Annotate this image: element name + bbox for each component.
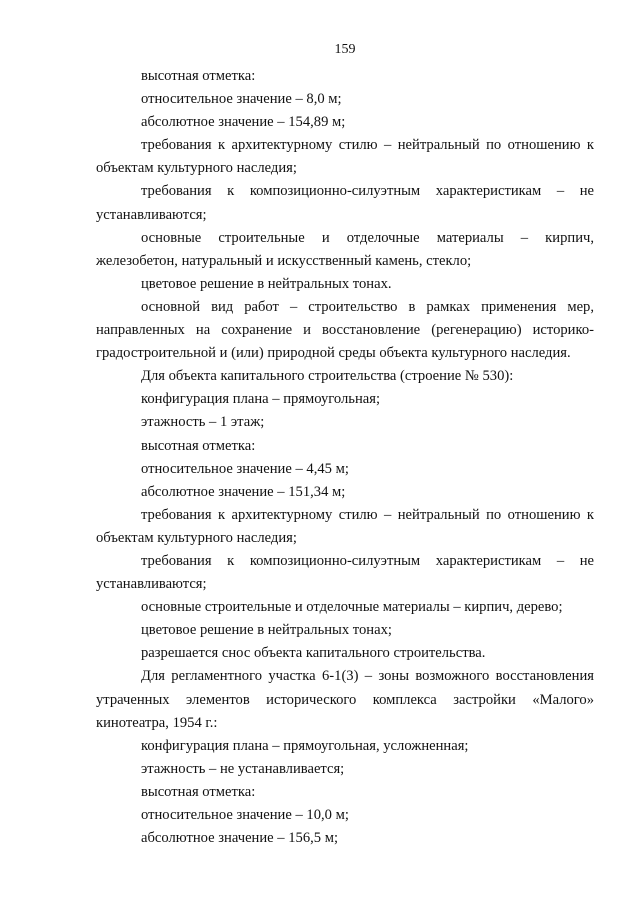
paragraph: абсолютное значение – 154,89 м; xyxy=(141,114,346,131)
paragraph: конфигурация плана – прямоугольная, усложненная; xyxy=(141,737,469,754)
paragraph: абсолютное значение – 151,34 м; xyxy=(141,483,346,500)
paragraph: основной вид работ – строительство в рамках применения мер, направленных на сохранение и восстановление (регенерацию) историко-градостроительной и (или) природной среды объекта культурного наследия. xyxy=(96,298,594,362)
paragraph: основные строительные и отделочные материалы – кирпич, железобетон, натуральный и искусственный камень, стекло; xyxy=(96,229,594,269)
paragraph: относительное значение – 4,45 м; xyxy=(141,460,349,477)
paragraph: относительное значение – 8,0 м; xyxy=(141,91,342,108)
paragraph: Для регламентного участка 6-1(3) – зоны возможного восстановления утраченных элементов исторического комплекса застройки «Малого» кинотеатра, 1954 г.: xyxy=(96,668,594,731)
paragraph: требования к архитектурному стилю – нейтральный по отношению к объектам культурного наследия; xyxy=(96,137,594,177)
page-number: 159 xyxy=(334,42,356,57)
paragraph: абсолютное значение – 156,5 м; xyxy=(141,830,339,847)
paragraph: цветовое решение в нейтральных тонах; xyxy=(141,622,392,639)
paragraph: конфигурация плана – прямоугольная; xyxy=(141,391,381,408)
document-body xyxy=(96,65,594,850)
paragraph: требования к архитектурному стилю – нейтральный по отношению к объектам культурного наследия; xyxy=(96,506,594,546)
paragraph: Для объекта капитального строительства (строение № 530): xyxy=(141,368,514,385)
paragraph: высотная отметка: xyxy=(141,437,256,454)
paragraph: разрешается снос объекта капитального строительства. xyxy=(141,645,486,662)
paragraph: требования к композиционно-силуэтным характеристикам – не устанавливаются; xyxy=(96,183,594,223)
paragraph: этажность – 1 этаж; xyxy=(141,414,265,431)
paragraph: высотная отметка: xyxy=(141,68,256,84)
paragraph: цветовое решение в нейтральных тонах. xyxy=(141,275,392,292)
paragraph: относительное значение – 10,0 м; xyxy=(141,807,349,823)
paragraph: основные строительные и отделочные материалы – кирпич, дерево; xyxy=(141,599,563,616)
paragraph: требования к композиционно-силуэтным характеристикам – не устанавливаются; xyxy=(96,552,594,593)
paragraph: высотная отметка: xyxy=(141,783,256,800)
paragraph: этажность – не устанавливается; xyxy=(141,760,345,777)
